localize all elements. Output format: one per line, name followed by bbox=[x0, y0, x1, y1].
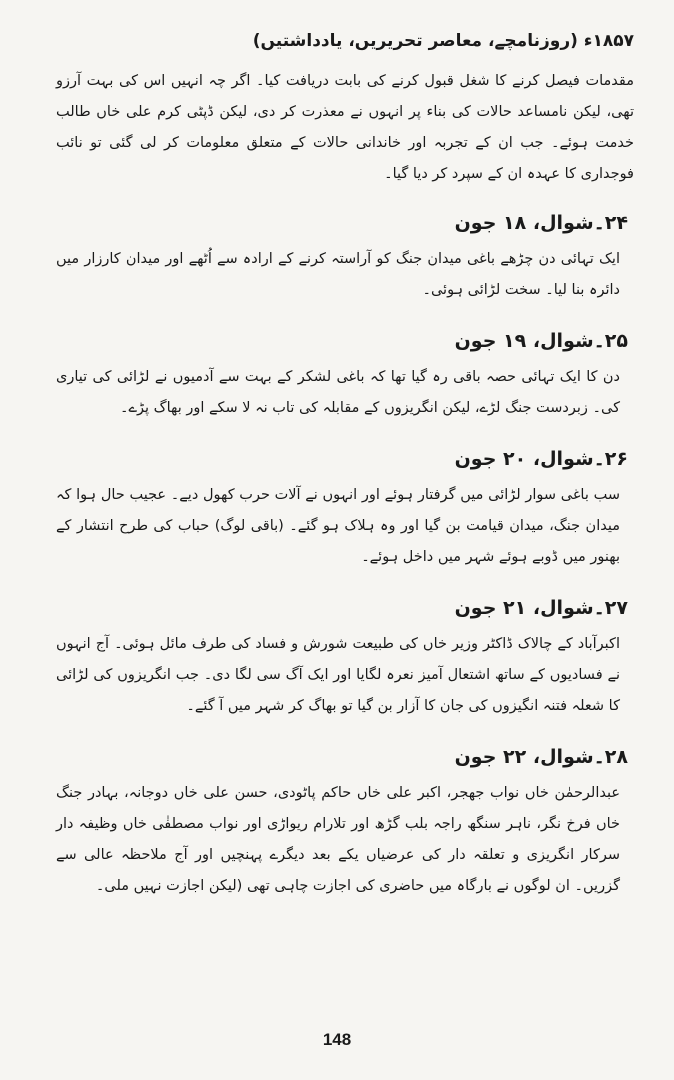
entry-heading: ۲۷۔شوال، ۲۱ جون bbox=[454, 597, 628, 619]
diary-entry bbox=[56, 742, 634, 902]
entry-heading: ۲۴۔شوال، ۱۸ جون bbox=[454, 212, 628, 234]
running-head: ۱۸۵۷ء (روزنامچے، معاصر تحریریں، یادداشتیں) bbox=[252, 31, 634, 51]
entry-text: اکبرآباد کے چالاک ڈاکٹر وزیر خاں کی طبیعت شورش و فساد کی طرف مائل ہوئی۔ آج انہوں نے فسادیوں کے ساتھ اشتعال آمیز نعرہ لگایا اور ایک آگ سی لگا دی۔ جب انگریزوں کی لڑائی کا شعلہ فتنہ انگیزوں کی جان کا آزار بن گیا تو بھاگ کر شہر میں آ گئے۔ bbox=[56, 636, 620, 714]
entry-heading: ۲۶۔شوال، ۲۰ جون bbox=[454, 448, 628, 470]
diary-entry bbox=[56, 208, 634, 306]
entry-text: سب باغی سوار لڑائی میں گرفتار ہوئے اور انہوں نے آلات حرب کھول دیے۔ عجیب حال ہوا کہ میدان جنگ، میدان قیامت بن گیا اور وہ ہلاک ہو گئے۔ (باقی لوگ) حباب کی طرح انتشار کے بھنور میں ڈوبے ہوئے شہر میں داخل ہوئے۔ bbox=[56, 487, 620, 565]
page-number: 148 bbox=[322, 1030, 352, 1049]
entry-heading: ۲۵۔شوال، ۱۹ جون bbox=[454, 330, 628, 352]
diary-entry bbox=[56, 444, 634, 573]
entry-text: ایک تہائی دن چڑھے باغی میدان جنگ کو آراستہ کرنے کے ارادہ سے اُٹھے اور میدان کارزار میں دائرہ بنا لیا۔ سخت لڑائی ہوئی۔ bbox=[56, 251, 620, 298]
entry-text: دن کا ایک تہائی حصہ باقی رہ گیا تھا کہ باغی لشکر کے بہت سے آدمیوں نے لڑائی کی تیاری کی۔ زبردست جنگ لڑے، لیکن انگریزوں کے مقابلہ کی تاب نہ لا سکے اور بھاگ پڑے۔ bbox=[56, 369, 620, 416]
entry-heading: ۲۸۔شوال، ۲۲ جون bbox=[454, 746, 628, 768]
diary-entry bbox=[56, 593, 634, 722]
diary-entry bbox=[56, 326, 634, 424]
entry-text: عبدالرحمٰن خاں نواب جھجر، اکبر علی خاں حاکم پاٹودی، حسن علی خاں دوجانہ، بہادر جنگ خاں فرخ نگر، ناہر سنگھ راجہ بلب گڑھ اور تلارام ریواڑی اور نواب مصطفٰی خاں وظیفہ دار سرکار انگریزی و تعلقہ دار کی عرضیاں یکے بعد دیگرے پہنچیں اور آج ملاحظہ عالی سے گزریں۔ ان لوگوں نے بارگاہ میں حاضری کی اجازت چاہی تھی (لیکن اجازت نہیں ملی۔ bbox=[56, 785, 620, 894]
intro-paragraph: مقدمات فیصل کرنے کا شغل قبول کرنے کی بابت دریافت کیا۔ اگر چہ انہیں اس کی بہت آرزو تھی، لیکن نامساعد حالات کی بناء پر انہوں نے معذرت کر دی، لیکن ڈپٹی کرم علی خاں طالب خدمت ہوئے۔ جب ان کے تجربہ اور خاندانی حالات کے متعلق معلومات کر لی گئی تو نائب فوجداری کا عہدہ ان کے سپرد کر دیا گیا۔ bbox=[56, 73, 634, 182]
